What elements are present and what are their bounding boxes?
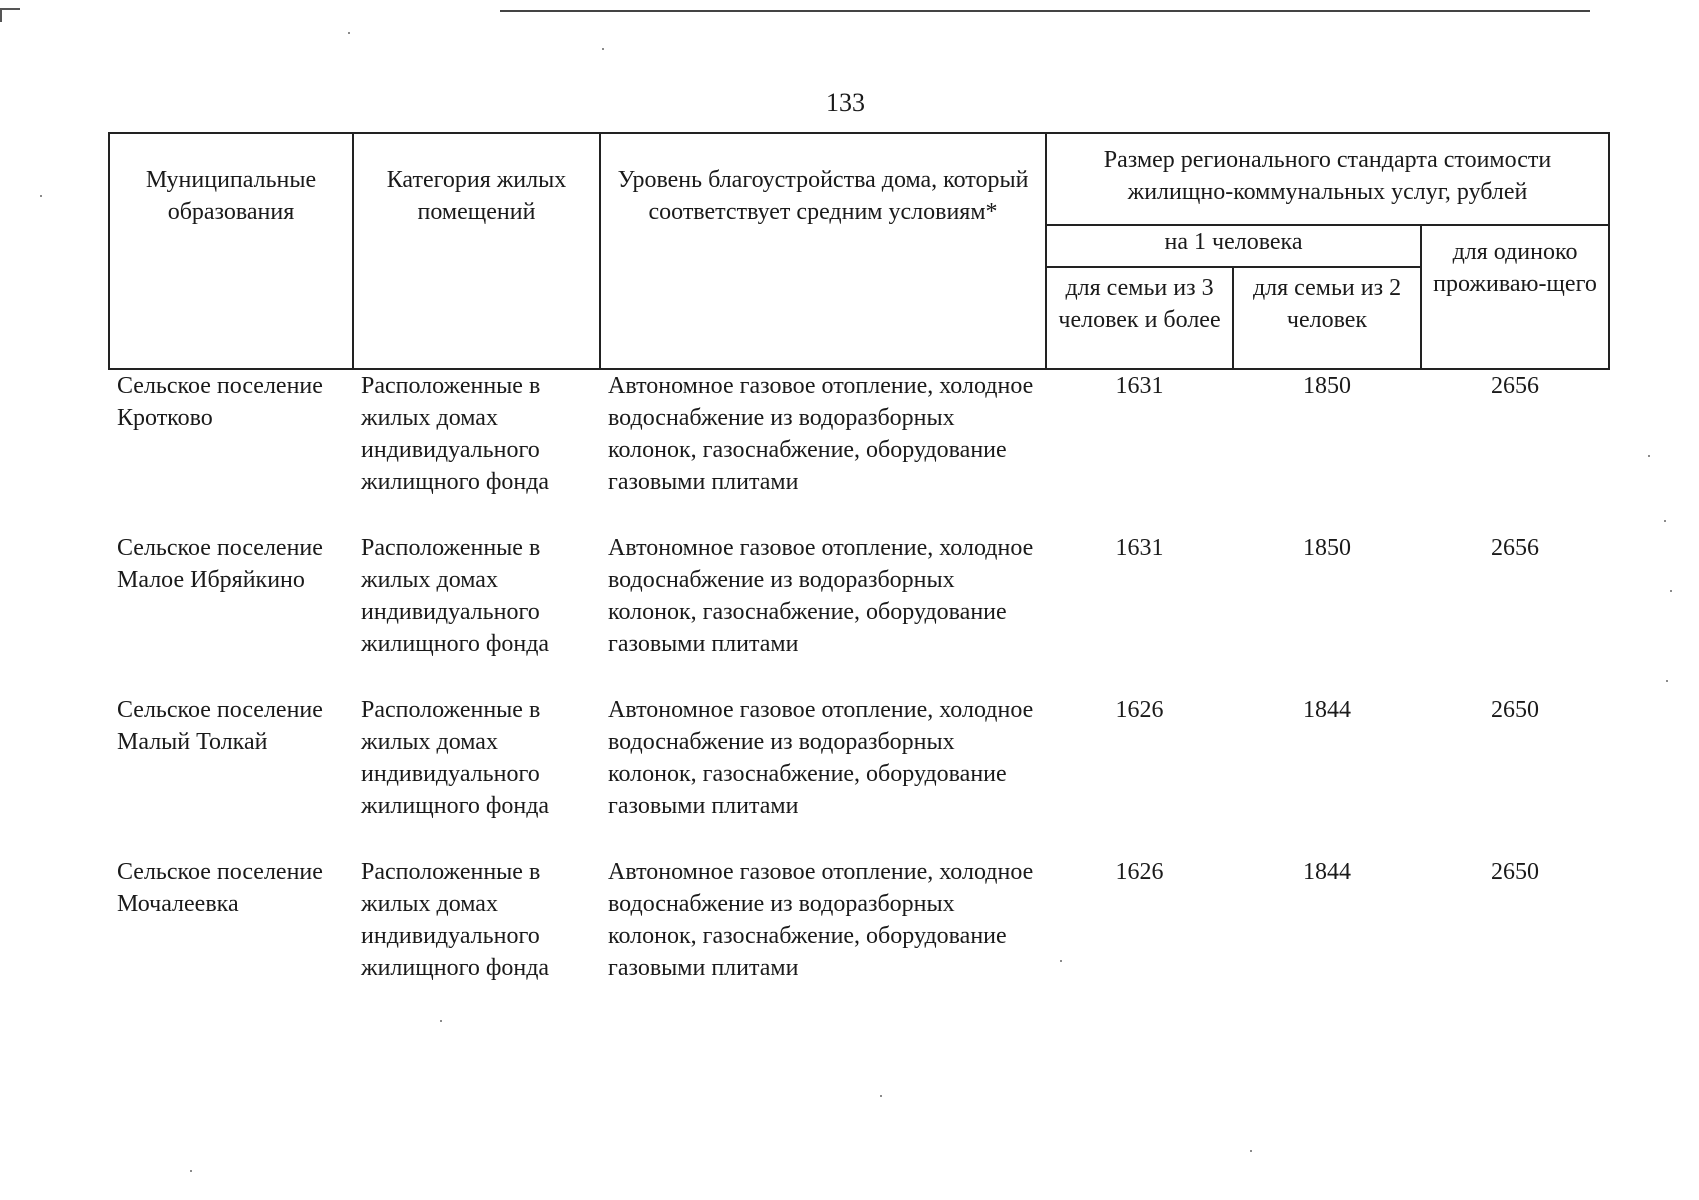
header-standard-size: Размер регионального стандарта стоимости жилищно-коммунальных услуг, рублей [1046, 133, 1609, 225]
scan-speck [1666, 680, 1668, 682]
cell-family-2: 1844 [1303, 697, 1351, 723]
cell-amenities: Автономное газовое отопление, холодное водоснабжение из водоразборных колонок, газоснабжение, оборудование газовыми плитами [608, 373, 1034, 495]
header-family-3plus: для семьи из 3 человек и более [1046, 267, 1233, 369]
cell-municipality: Сельское поселение Кротково [117, 373, 323, 431]
scan-speck [602, 48, 604, 50]
page-number: 133 [826, 88, 865, 117]
cell-family-2: 1850 [1303, 373, 1351, 399]
regional-standard-table [108, 132, 1610, 1018]
cell-category: Расположенные в жилых домах индивидуального жилищного фонда [361, 373, 550, 495]
scan-speck [348, 32, 350, 34]
scan-speck [880, 1095, 882, 1097]
header-per-person: на 1 человека [1046, 225, 1421, 267]
cell-family-3plus: 1631 [1115, 373, 1164, 399]
scan-speck [190, 1170, 192, 1172]
cell-category: Расположенные в жилых домах индивидуального жилищного фонда [361, 697, 550, 819]
cell-municipality: Сельское поселение Мочалеевка [117, 859, 323, 917]
scan-speck [1250, 1150, 1252, 1152]
scan-speck [1670, 590, 1672, 592]
cell-municipality: Сельское поселение Малый Толкай [117, 697, 323, 755]
scan-border-corner [0, 8, 20, 22]
cell-amenities: Автономное газовое отопление, холодное водоснабжение из водоразборных колонок, газоснабжение, оборудование газовыми плитами [608, 535, 1034, 657]
header-category: Категория жилых помещений [353, 133, 600, 369]
cell-single: 2656 [1491, 373, 1539, 399]
scan-border-line [500, 10, 1590, 12]
scan-speck [1648, 455, 1650, 457]
table-row [109, 532, 1609, 694]
cell-family-2: 1850 [1303, 535, 1351, 561]
cell-single: 2650 [1491, 697, 1539, 723]
cell-family-3plus: 1626 [1115, 697, 1164, 723]
header-single: для одиноко проживаю-щего [1421, 225, 1609, 369]
scan-speck [1060, 960, 1062, 962]
header-municipality: Муниципальные образования [109, 133, 353, 369]
table-row [109, 369, 1609, 532]
cell-category: Расположенные в жилых домах индивидуального жилищного фонда [361, 859, 550, 981]
cell-amenities: Автономное газовое отопление, холодное водоснабжение из водоразборных колонок, газоснабжение, оборудование газовыми плитами [608, 697, 1034, 819]
table-row [109, 856, 1609, 1018]
scan-speck [1664, 520, 1666, 522]
cell-single: 2650 [1491, 859, 1539, 885]
cell-family-3plus: 1626 [1115, 859, 1164, 885]
scan-speck [40, 195, 42, 197]
table-row [109, 694, 1609, 856]
cell-category: Расположенные в жилых домах индивидуального жилищного фонда [361, 535, 550, 657]
cell-family-2: 1844 [1303, 859, 1351, 885]
cell-amenities: Автономное газовое отопление, холодное водоснабжение из водоразборных колонок, газоснабжение, оборудование газовыми плитами [608, 859, 1034, 981]
cell-family-3plus: 1631 [1115, 535, 1164, 561]
header-family-2: для семьи из 2 человек [1233, 267, 1421, 369]
cell-municipality: Сельское поселение Малое Ибряйкино [117, 535, 323, 593]
scan-speck [440, 1020, 442, 1022]
cell-single: 2656 [1491, 535, 1539, 561]
header-amenities: Уровень благоустройства дома, который соответствует средним условиям* [600, 133, 1046, 369]
